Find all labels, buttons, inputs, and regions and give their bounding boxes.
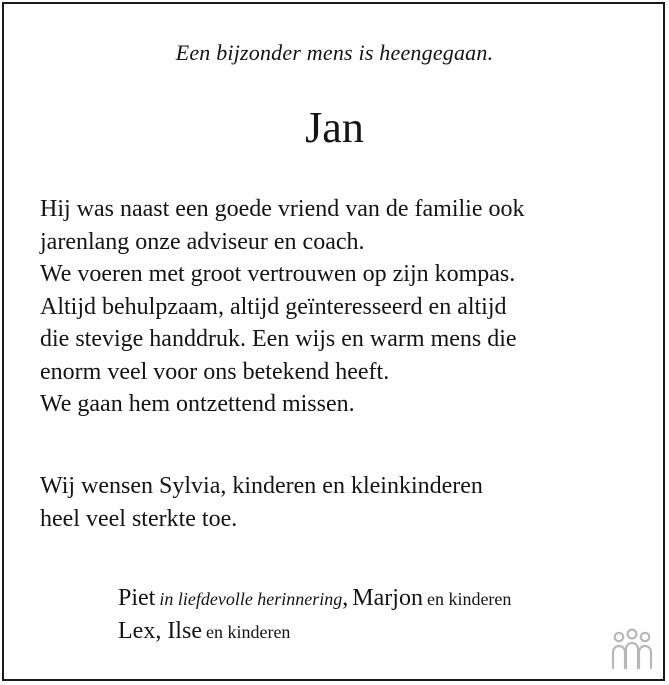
deceased-name: Jan: [305, 103, 364, 152]
signoff-block: [118, 583, 511, 649]
signoff-row-1: [118, 583, 511, 616]
signer-suffix: en kinderen: [426, 589, 512, 609]
intro-line: Een bijzonder mens is heengegaan.: [175, 40, 494, 65]
condolence-line: Wij wensen Sylvia, kinderen en kleinkinderen: [40, 473, 483, 499]
tribute-line: die stevige handdruk. Een wijs en warm mens die: [40, 326, 517, 352]
condolence-paragraph: [40, 470, 640, 535]
signoff-row-2: [118, 616, 511, 649]
tribute-line: jarenlang onze adviseur en coach.: [40, 228, 365, 255]
tribute-line: We gaan hem ontzettend missen.: [40, 391, 355, 417]
signer-separator: ,: [342, 585, 349, 611]
signer-name-piet: Piet: [118, 585, 156, 611]
tribute-line: enorm veel voor ons betekend heeft.: [40, 358, 390, 385]
signer-name-marjon: Marjon: [352, 585, 423, 611]
signer-names-lex-ilse: Lex, Ilse: [118, 618, 202, 644]
tribute-line: We voeren met groot vertrouwen op zijn kompas.: [40, 261, 516, 287]
people-group-icon: [609, 628, 655, 672]
tribute-paragraph: [40, 193, 640, 421]
condolence-line: heel veel sterkte toe.: [40, 505, 238, 532]
signer-note: in liefdevolle herinnering: [159, 589, 343, 609]
tribute-line: Hij was naast een goede vriend van de familie ook: [40, 196, 525, 222]
signer-suffix: en kinderen: [205, 622, 291, 642]
tribute-line: Altijd behulpzaam, altijd geïnteresseerd en altijd: [40, 293, 507, 320]
